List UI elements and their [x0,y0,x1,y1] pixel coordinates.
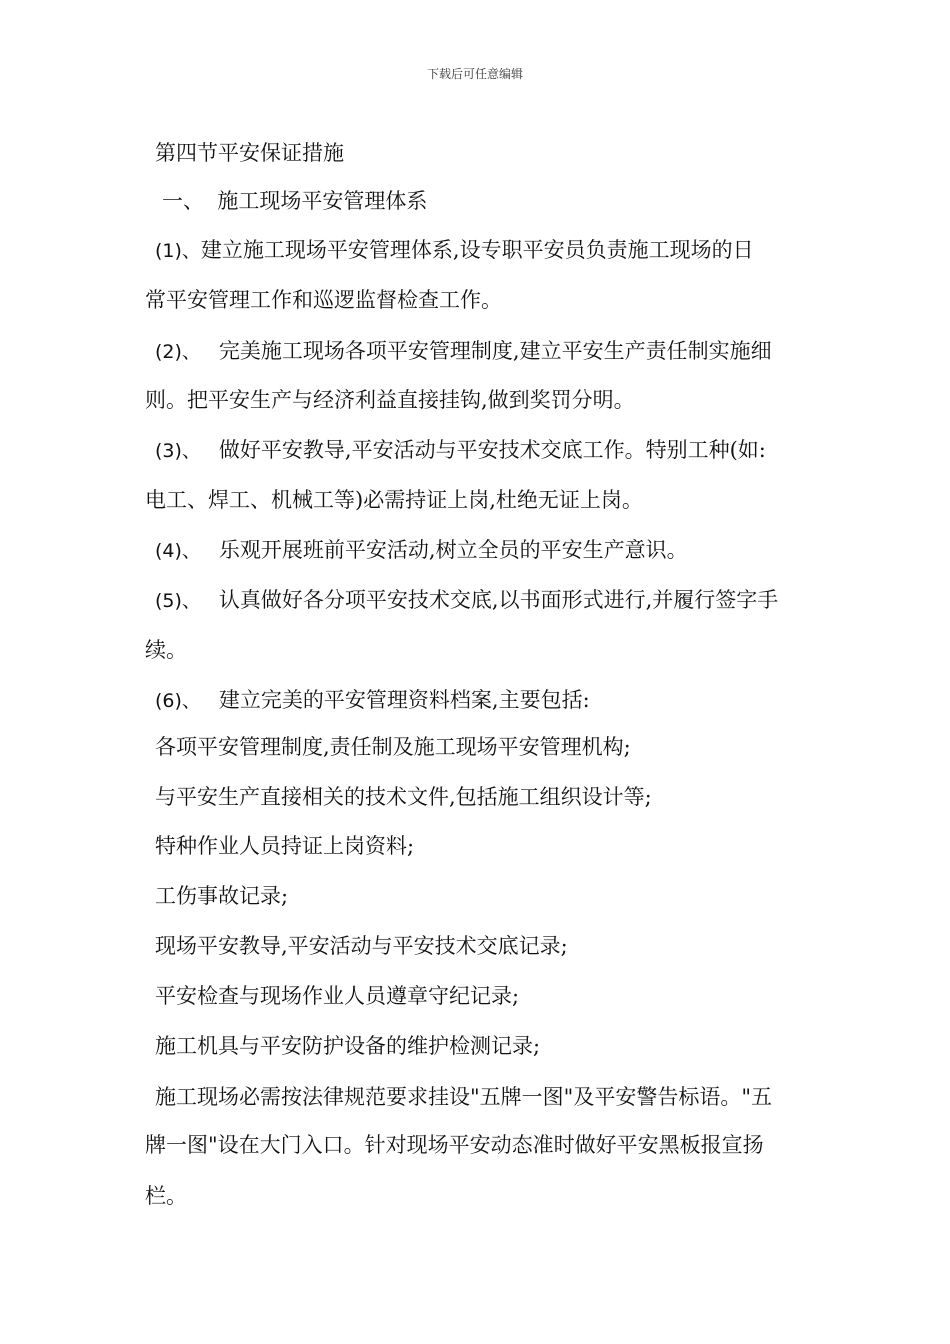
archive-item: 特种作业人员持证上岗资料; [155,834,415,858]
subsection-title: 一、 施工现场平安管理体系 [162,189,428,213]
item-text: 建立施工现场平安管理体系,设专职平安员负责施工现场的日 [200,238,754,262]
list-item-continuation: 电工、焊工、机械工等)必需持证上岗,杜绝无证上岗。 [145,488,643,512]
final-paragraph-line: 栏。 [145,1184,187,1208]
item-number: (6)、 [155,690,201,712]
final-paragraph-line: 牌一图"设在大门入口。针对现场平安动态准时做好平安黑板报宣扬 [145,1133,764,1157]
item-number: (5)、 [155,590,201,612]
item-number: (2)、 [155,341,201,363]
list-item [155,436,950,465]
archive-item: 现场平安教导,平安活动与平安技术交底记录; [155,934,568,958]
item-text: 做好平安教导,平安活动与平安技术交底工作。特别工种(如: [218,438,766,462]
page-header: 下载后可任意编辑 [426,67,523,81]
item-number: (4)、 [155,540,201,562]
final-paragraph-line: 施工现场必需按法律规范要求挂设"五牌一图"及平安警告标语。"五 [155,1085,772,1109]
item-text: 认真做好各分项平安技术交底,以书面形式进行,并履行签字手 [218,588,779,612]
list-item-continuation: 续。 [145,638,187,662]
list-item-continuation: 常平安管理工作和巡逻监督检查工作。 [145,288,502,312]
item-text: 乐观开展班前平安活动,树立全员的平安生产意识。 [218,538,688,562]
list-item-continuation: 则。把平安生产与经济利益直接挂钩,做到奖罚分明。 [145,388,635,412]
item-number: (3)、 [155,440,201,462]
item-text: 完美施工现场各项平安管理制度,建立平安生产责任制实施细 [218,339,772,363]
list-item [155,236,950,265]
section-title: 第四节平安保证措施 [155,141,344,165]
item-number: (1)、 [155,240,201,262]
list-item [155,337,950,366]
archive-item: 工伤事故记录; [155,884,289,908]
item-text: 建立完美的平安管理资料档案,主要包括: [218,688,590,712]
archive-item: 施工机具与平安防护设备的维护检测记录; [155,1034,541,1058]
archive-item: 与平安生产直接相关的技术文件,包括施工组织设计等; [155,785,652,809]
archive-item: 各项平安管理制度,责任制及施工现场平安管理机构; [155,735,631,759]
list-item [155,536,950,565]
archive-item: 平安检查与现场作业人员遵章守纪记录; [155,984,520,1008]
list-item [155,586,950,615]
list-item [155,686,950,715]
